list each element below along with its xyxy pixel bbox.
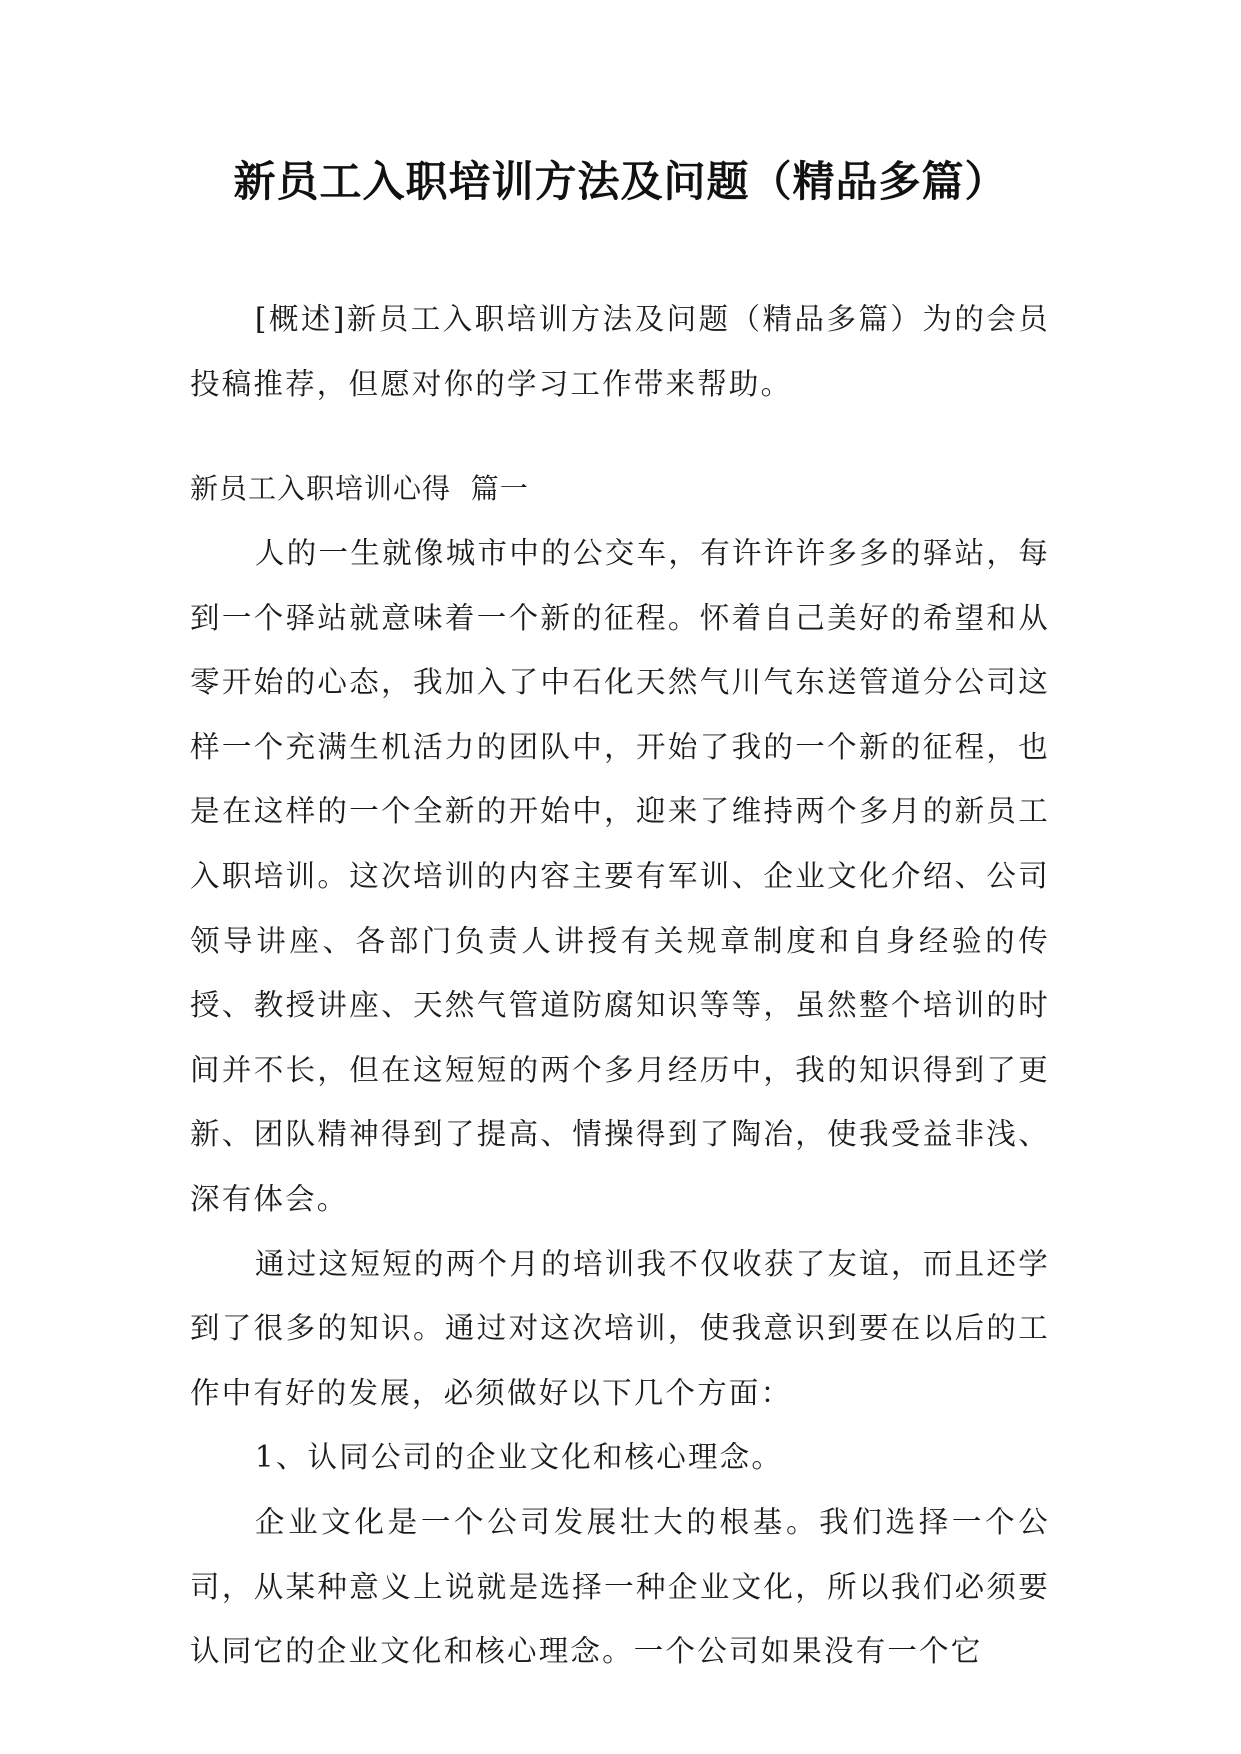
list-item: 1、认同公司的企业文化和核心理念。 <box>254 1440 784 1475</box>
document-title: 新员工入职培训方法及问题（精品多篇） <box>233 157 1008 206</box>
section-heading: 新员工入职培训心得 篇一 <box>190 472 529 505</box>
paragraph: 企业文化是一个公司发展壮大的根基。我们选择一个公司，从某种意义上说就是选择一种企业文化，所以我们必须要认同它的企业文化和核心理念。一个公司如果没有一个它 <box>190 1504 1050 1669</box>
paragraph: 通过这短短的两个月的培训我不仅收获了友谊，而且还学到了很多的知识。通过对这次培训，使我意识到要在以后的工作中有好的发展，必须做好以下几个方面： <box>190 1246 1050 1410</box>
paragraph: 人的一生就像城市中的公交车，有许许许多多的驿站，每到一个驿站就意味着一个新的征程。怀着自己美好的希望和从零开始的心态，我加入了中石化天然气川气东送管道分公司这样一个充满生机活力的团队中，开始了我的一个新的征程，也是在这样的一个全新的开始中，迎来了维持两个多月的新员工入职培训。这次培训的内容主要有军训、企业文化介绍、公司领导讲座、各部门负责人讲授有关规章制度和自身经验的传授、教授讲座、天然气管道防腐知识等等，虽然整个培训的时间并不长，但在这短短的两个多月经历中，我的知识得到了更新、团队精神得到了提高、情操得到了陶冶，使我受益非浅、深有体会。 <box>190 536 1050 1216</box>
summary-paragraph: [概述]新员工入职培训方法及问题（精品多篇）为的会员投稿推荐，但愿对你的学习工作带来帮助。 <box>190 302 1050 401</box>
section-content <box>190 521 1050 1684</box>
